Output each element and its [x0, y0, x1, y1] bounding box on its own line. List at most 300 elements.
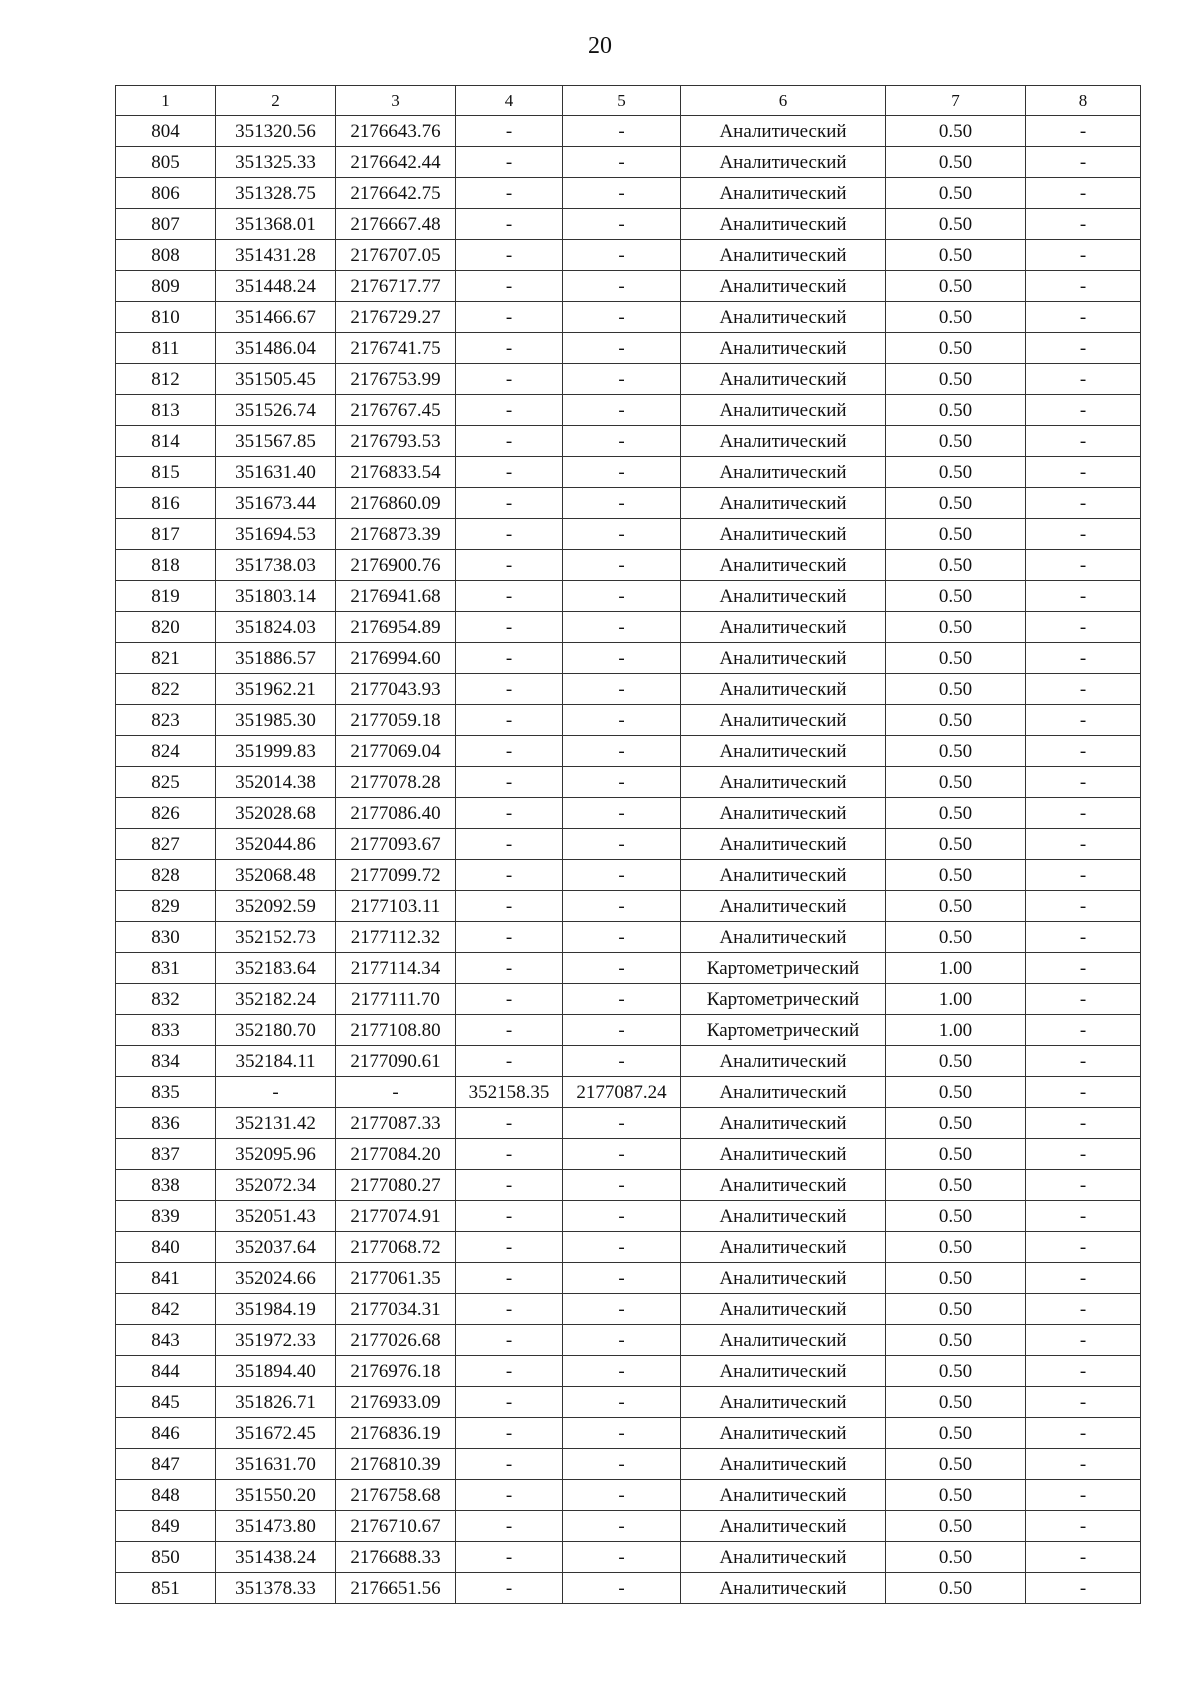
table-row — [116, 178, 1141, 209]
y-coordinate-cell: 2177059.18 — [336, 705, 456, 736]
new-x-coordinate-cell: - — [456, 302, 563, 333]
method-cell: Аналитический — [681, 1542, 886, 1573]
coordinates-table — [115, 85, 1141, 1604]
method-cell: Аналитический — [681, 1046, 886, 1077]
note-cell: - — [1026, 364, 1141, 395]
accuracy-cell: 0.50 — [886, 736, 1026, 767]
new-x-coordinate-cell: - — [456, 1387, 563, 1418]
y-coordinate-cell: 2177093.67 — [336, 829, 456, 860]
table-row — [116, 798, 1141, 829]
y-coordinate-cell: 2177087.33 — [336, 1108, 456, 1139]
method-cell: Аналитический — [681, 178, 886, 209]
note-cell: - — [1026, 1449, 1141, 1480]
y-coordinate-cell: 2176933.09 — [336, 1387, 456, 1418]
note-cell: - — [1026, 1263, 1141, 1294]
new-x-coordinate-cell: - — [456, 1139, 563, 1170]
table-body — [116, 116, 1141, 1604]
point-number-cell: 850 — [116, 1542, 216, 1573]
new-x-coordinate-cell: - — [456, 674, 563, 705]
table-row — [116, 643, 1141, 674]
note-cell: - — [1026, 209, 1141, 240]
note-cell: - — [1026, 1418, 1141, 1449]
table-row — [116, 395, 1141, 426]
x-coordinate-cell: 352182.24 — [216, 984, 336, 1015]
table-row — [116, 116, 1141, 147]
note-cell: - — [1026, 147, 1141, 178]
new-y-coordinate-cell: - — [563, 1108, 681, 1139]
x-coordinate-cell: 352092.59 — [216, 891, 336, 922]
new-x-coordinate-cell: - — [456, 550, 563, 581]
note-cell: - — [1026, 674, 1141, 705]
accuracy-cell: 0.50 — [886, 364, 1026, 395]
accuracy-cell: 0.50 — [886, 1077, 1026, 1108]
table-row — [116, 1418, 1141, 1449]
new-x-coordinate-cell: - — [456, 1511, 563, 1542]
new-y-coordinate-cell: - — [563, 457, 681, 488]
new-x-coordinate-cell: - — [456, 891, 563, 922]
new-x-coordinate-cell: - — [456, 209, 563, 240]
accuracy-cell: 0.50 — [886, 1418, 1026, 1449]
y-coordinate-cell: 2176873.39 — [336, 519, 456, 550]
accuracy-cell: 0.50 — [886, 488, 1026, 519]
note-cell: - — [1026, 116, 1141, 147]
accuracy-cell: 0.50 — [886, 1573, 1026, 1604]
point-number-cell: 841 — [116, 1263, 216, 1294]
point-number-cell: 842 — [116, 1294, 216, 1325]
point-number-cell: 835 — [116, 1077, 216, 1108]
accuracy-cell: 0.50 — [886, 1542, 1026, 1573]
x-coordinate-cell: 352028.68 — [216, 798, 336, 829]
note-cell: - — [1026, 953, 1141, 984]
y-coordinate-cell: 2176688.33 — [336, 1542, 456, 1573]
point-number-cell: 819 — [116, 581, 216, 612]
y-coordinate-cell: - — [336, 1077, 456, 1108]
note-cell: - — [1026, 1170, 1141, 1201]
table-row — [116, 1108, 1141, 1139]
note-cell: - — [1026, 1356, 1141, 1387]
table-row — [116, 1480, 1141, 1511]
table-row — [116, 860, 1141, 891]
new-x-coordinate-cell: - — [456, 240, 563, 271]
column-header: 2 — [216, 86, 336, 116]
table-row — [116, 1077, 1141, 1108]
method-cell: Аналитический — [681, 922, 886, 953]
point-number-cell: 837 — [116, 1139, 216, 1170]
table-row — [116, 240, 1141, 271]
x-coordinate-cell: 351694.53 — [216, 519, 336, 550]
method-cell: Аналитический — [681, 1387, 886, 1418]
note-cell: - — [1026, 581, 1141, 612]
new-x-coordinate-cell: - — [456, 767, 563, 798]
method-cell: Аналитический — [681, 798, 886, 829]
x-coordinate-cell: 351473.80 — [216, 1511, 336, 1542]
new-y-coordinate-cell: - — [563, 1542, 681, 1573]
table-row — [116, 457, 1141, 488]
note-cell: - — [1026, 1015, 1141, 1046]
new-x-coordinate-cell: - — [456, 116, 563, 147]
table-row — [116, 922, 1141, 953]
table-row — [116, 1046, 1141, 1077]
new-y-coordinate-cell: - — [563, 550, 681, 581]
point-number-cell: 829 — [116, 891, 216, 922]
table-row — [116, 550, 1141, 581]
new-x-coordinate-cell: - — [456, 643, 563, 674]
new-y-coordinate-cell: - — [563, 767, 681, 798]
accuracy-cell: 0.50 — [886, 457, 1026, 488]
x-coordinate-cell: 351738.03 — [216, 550, 336, 581]
new-y-coordinate-cell: - — [563, 829, 681, 860]
column-header: 4 — [456, 86, 563, 116]
point-number-cell: 847 — [116, 1449, 216, 1480]
accuracy-cell: 0.50 — [886, 1480, 1026, 1511]
point-number-cell: 823 — [116, 705, 216, 736]
x-coordinate-cell: 351962.21 — [216, 674, 336, 705]
method-cell: Аналитический — [681, 1449, 886, 1480]
y-coordinate-cell: 2176642.44 — [336, 147, 456, 178]
point-number-cell: 836 — [116, 1108, 216, 1139]
x-coordinate-cell: 351631.40 — [216, 457, 336, 488]
new-y-coordinate-cell: - — [563, 922, 681, 953]
accuracy-cell: 0.50 — [886, 1170, 1026, 1201]
table-row — [116, 147, 1141, 178]
new-y-coordinate-cell: - — [563, 1201, 681, 1232]
point-number-cell: 844 — [116, 1356, 216, 1387]
x-coordinate-cell: 351448.24 — [216, 271, 336, 302]
accuracy-cell: 0.50 — [886, 643, 1026, 674]
x-coordinate-cell: 351328.75 — [216, 178, 336, 209]
method-cell: Аналитический — [681, 240, 886, 271]
y-coordinate-cell: 2176833.54 — [336, 457, 456, 488]
table-row — [116, 1015, 1141, 1046]
accuracy-cell: 0.50 — [886, 860, 1026, 891]
point-number-cell: 806 — [116, 178, 216, 209]
point-number-cell: 839 — [116, 1201, 216, 1232]
accuracy-cell: 0.50 — [886, 1511, 1026, 1542]
column-header: 5 — [563, 86, 681, 116]
table-row — [116, 1232, 1141, 1263]
new-x-coordinate-cell: 352158.35 — [456, 1077, 563, 1108]
y-coordinate-cell: 2176667.48 — [336, 209, 456, 240]
table-row — [116, 1511, 1141, 1542]
y-coordinate-cell: 2176793.53 — [336, 426, 456, 457]
y-coordinate-cell: 2176710.67 — [336, 1511, 456, 1542]
point-number-cell: 816 — [116, 488, 216, 519]
point-number-cell: 817 — [116, 519, 216, 550]
y-coordinate-cell: 2176753.99 — [336, 364, 456, 395]
x-coordinate-cell: 351431.28 — [216, 240, 336, 271]
method-cell: Аналитический — [681, 1294, 886, 1325]
method-cell: Аналитический — [681, 1511, 886, 1542]
note-cell: - — [1026, 519, 1141, 550]
note-cell: - — [1026, 1139, 1141, 1170]
table-row — [116, 364, 1141, 395]
point-number-cell: 828 — [116, 860, 216, 891]
point-number-cell: 804 — [116, 116, 216, 147]
table-row — [116, 1201, 1141, 1232]
x-coordinate-cell: 351803.14 — [216, 581, 336, 612]
accuracy-cell: 0.50 — [886, 891, 1026, 922]
y-coordinate-cell: 2177061.35 — [336, 1263, 456, 1294]
new-y-coordinate-cell: - — [563, 1294, 681, 1325]
point-number-cell: 846 — [116, 1418, 216, 1449]
new-x-coordinate-cell: - — [456, 1449, 563, 1480]
new-y-coordinate-cell: - — [563, 1170, 681, 1201]
note-cell: - — [1026, 829, 1141, 860]
note-cell: - — [1026, 1325, 1141, 1356]
new-y-coordinate-cell: - — [563, 240, 681, 271]
new-x-coordinate-cell: - — [456, 1542, 563, 1573]
point-number-cell: 810 — [116, 302, 216, 333]
accuracy-cell: 0.50 — [886, 1356, 1026, 1387]
new-x-coordinate-cell: - — [456, 581, 563, 612]
table-row — [116, 302, 1141, 333]
method-cell: Аналитический — [681, 488, 886, 519]
method-cell: Аналитический — [681, 736, 886, 767]
accuracy-cell: 0.50 — [886, 395, 1026, 426]
accuracy-cell: 0.50 — [886, 1387, 1026, 1418]
note-cell: - — [1026, 1046, 1141, 1077]
table-header-row — [116, 86, 1141, 116]
method-cell: Аналитический — [681, 147, 886, 178]
method-cell: Аналитический — [681, 1480, 886, 1511]
new-y-coordinate-cell: - — [563, 612, 681, 643]
y-coordinate-cell: 2177114.34 — [336, 953, 456, 984]
method-cell: Аналитический — [681, 426, 886, 457]
x-coordinate-cell: 351894.40 — [216, 1356, 336, 1387]
accuracy-cell: 0.50 — [886, 767, 1026, 798]
method-cell: Аналитический — [681, 395, 886, 426]
y-coordinate-cell: 2176643.76 — [336, 116, 456, 147]
table-row — [116, 426, 1141, 457]
y-coordinate-cell: 2177069.04 — [336, 736, 456, 767]
x-coordinate-cell: 351567.85 — [216, 426, 336, 457]
accuracy-cell: 0.50 — [886, 333, 1026, 364]
note-cell: - — [1026, 891, 1141, 922]
new-y-coordinate-cell: - — [563, 1015, 681, 1046]
column-header: 1 — [116, 86, 216, 116]
x-coordinate-cell: 351999.83 — [216, 736, 336, 767]
method-cell: Аналитический — [681, 1356, 886, 1387]
note-cell: - — [1026, 1511, 1141, 1542]
new-x-coordinate-cell: - — [456, 1480, 563, 1511]
point-number-cell: 809 — [116, 271, 216, 302]
method-cell: Картометрический — [681, 1015, 886, 1046]
new-x-coordinate-cell: - — [456, 1232, 563, 1263]
accuracy-cell: 0.50 — [886, 209, 1026, 240]
table-row — [116, 519, 1141, 550]
accuracy-cell: 0.50 — [886, 612, 1026, 643]
table-row — [116, 984, 1141, 1015]
y-coordinate-cell: 2176810.39 — [336, 1449, 456, 1480]
y-coordinate-cell: 2177074.91 — [336, 1201, 456, 1232]
accuracy-cell: 1.00 — [886, 984, 1026, 1015]
note-cell: - — [1026, 1232, 1141, 1263]
table-row — [116, 488, 1141, 519]
method-cell: Аналитический — [681, 550, 886, 581]
x-coordinate-cell: 352037.64 — [216, 1232, 336, 1263]
x-coordinate-cell: 351631.70 — [216, 1449, 336, 1480]
new-y-coordinate-cell: - — [563, 1356, 681, 1387]
y-coordinate-cell: 2177034.31 — [336, 1294, 456, 1325]
table-row — [116, 333, 1141, 364]
x-coordinate-cell: 352152.73 — [216, 922, 336, 953]
method-cell: Картометрический — [681, 953, 886, 984]
x-coordinate-cell: 351985.30 — [216, 705, 336, 736]
point-number-cell: 840 — [116, 1232, 216, 1263]
new-x-coordinate-cell: - — [456, 178, 563, 209]
y-coordinate-cell: 2177112.32 — [336, 922, 456, 953]
note-cell: - — [1026, 302, 1141, 333]
y-coordinate-cell: 2177078.28 — [336, 767, 456, 798]
table-row — [116, 1325, 1141, 1356]
y-coordinate-cell: 2176976.18 — [336, 1356, 456, 1387]
method-cell: Аналитический — [681, 1573, 886, 1604]
new-x-coordinate-cell: - — [456, 1046, 563, 1077]
new-y-coordinate-cell: - — [563, 1480, 681, 1511]
note-cell: - — [1026, 1294, 1141, 1325]
table-row — [116, 736, 1141, 767]
note-cell: - — [1026, 1201, 1141, 1232]
table-row — [116, 1356, 1141, 1387]
x-coordinate-cell: 351368.01 — [216, 209, 336, 240]
new-x-coordinate-cell: - — [456, 736, 563, 767]
table-row — [116, 767, 1141, 798]
point-number-cell: 825 — [116, 767, 216, 798]
point-number-cell: 826 — [116, 798, 216, 829]
y-coordinate-cell: 2176836.19 — [336, 1418, 456, 1449]
table-row — [116, 953, 1141, 984]
point-number-cell: 830 — [116, 922, 216, 953]
x-coordinate-cell: 352024.66 — [216, 1263, 336, 1294]
table-row — [116, 209, 1141, 240]
accuracy-cell: 0.50 — [886, 1449, 1026, 1480]
accuracy-cell: 0.50 — [886, 1294, 1026, 1325]
note-cell: - — [1026, 178, 1141, 209]
note-cell: - — [1026, 1480, 1141, 1511]
method-cell: Картометрический — [681, 984, 886, 1015]
method-cell: Аналитический — [681, 1418, 886, 1449]
point-number-cell: 848 — [116, 1480, 216, 1511]
new-x-coordinate-cell: - — [456, 333, 563, 364]
point-number-cell: 805 — [116, 147, 216, 178]
x-coordinate-cell: 351438.24 — [216, 1542, 336, 1573]
new-y-coordinate-cell: - — [563, 395, 681, 426]
x-coordinate-cell: 352051.43 — [216, 1201, 336, 1232]
new-y-coordinate-cell: - — [563, 1418, 681, 1449]
point-number-cell: 832 — [116, 984, 216, 1015]
new-x-coordinate-cell: - — [456, 1573, 563, 1604]
method-cell: Аналитический — [681, 116, 886, 147]
table-row — [116, 581, 1141, 612]
accuracy-cell: 0.50 — [886, 271, 1026, 302]
y-coordinate-cell: 2176707.05 — [336, 240, 456, 271]
note-cell: - — [1026, 736, 1141, 767]
new-y-coordinate-cell: - — [563, 271, 681, 302]
x-coordinate-cell: 351672.45 — [216, 1418, 336, 1449]
new-x-coordinate-cell: - — [456, 519, 563, 550]
point-number-cell: 808 — [116, 240, 216, 271]
table-row — [116, 612, 1141, 643]
y-coordinate-cell: 2176642.75 — [336, 178, 456, 209]
note-cell: - — [1026, 550, 1141, 581]
y-coordinate-cell: 2176729.27 — [336, 302, 456, 333]
table-row — [116, 1542, 1141, 1573]
x-coordinate-cell: 351886.57 — [216, 643, 336, 674]
accuracy-cell: 0.50 — [886, 1046, 1026, 1077]
note-cell: - — [1026, 395, 1141, 426]
note-cell: - — [1026, 426, 1141, 457]
new-y-coordinate-cell: - — [563, 984, 681, 1015]
table-row — [116, 1263, 1141, 1294]
new-x-coordinate-cell: - — [456, 395, 563, 426]
new-y-coordinate-cell: - — [563, 581, 681, 612]
method-cell: Аналитический — [681, 364, 886, 395]
method-cell: Аналитический — [681, 1263, 886, 1294]
note-cell: - — [1026, 271, 1141, 302]
new-y-coordinate-cell: - — [563, 1387, 681, 1418]
accuracy-cell: 0.50 — [886, 1263, 1026, 1294]
note-cell: - — [1026, 1542, 1141, 1573]
accuracy-cell: 0.50 — [886, 147, 1026, 178]
new-y-coordinate-cell: - — [563, 798, 681, 829]
new-y-coordinate-cell: - — [563, 1232, 681, 1263]
y-coordinate-cell: 2177108.80 — [336, 1015, 456, 1046]
note-cell: - — [1026, 1573, 1141, 1604]
new-x-coordinate-cell: - — [456, 1325, 563, 1356]
new-x-coordinate-cell: - — [456, 953, 563, 984]
y-coordinate-cell: 2177026.68 — [336, 1325, 456, 1356]
x-coordinate-cell: 351505.45 — [216, 364, 336, 395]
point-number-cell: 807 — [116, 209, 216, 240]
new-x-coordinate-cell: - — [456, 705, 563, 736]
new-y-coordinate-cell: - — [563, 426, 681, 457]
new-y-coordinate-cell: - — [563, 1139, 681, 1170]
column-header: 7 — [886, 86, 1026, 116]
new-x-coordinate-cell: - — [456, 1356, 563, 1387]
y-coordinate-cell: 2177043.93 — [336, 674, 456, 705]
x-coordinate-cell: 352180.70 — [216, 1015, 336, 1046]
method-cell: Аналитический — [681, 1170, 886, 1201]
table-row — [116, 829, 1141, 860]
method-cell: Аналитический — [681, 1077, 886, 1108]
new-y-coordinate-cell: - — [563, 643, 681, 674]
method-cell: Аналитический — [681, 1232, 886, 1263]
note-cell: - — [1026, 798, 1141, 829]
note-cell: - — [1026, 643, 1141, 674]
new-y-coordinate-cell: - — [563, 1046, 681, 1077]
x-coordinate-cell: 351320.56 — [216, 116, 336, 147]
x-coordinate-cell: 351526.74 — [216, 395, 336, 426]
accuracy-cell: 0.50 — [886, 426, 1026, 457]
x-coordinate-cell: 351486.04 — [216, 333, 336, 364]
new-x-coordinate-cell: - — [456, 271, 563, 302]
method-cell: Аналитический — [681, 767, 886, 798]
note-cell: - — [1026, 457, 1141, 488]
note-cell: - — [1026, 612, 1141, 643]
y-coordinate-cell: 2177090.61 — [336, 1046, 456, 1077]
new-y-coordinate-cell: - — [563, 302, 681, 333]
y-coordinate-cell: 2176741.75 — [336, 333, 456, 364]
point-number-cell: 833 — [116, 1015, 216, 1046]
new-x-coordinate-cell: - — [456, 1108, 563, 1139]
new-x-coordinate-cell: - — [456, 364, 563, 395]
note-cell: - — [1026, 860, 1141, 891]
y-coordinate-cell: 2176767.45 — [336, 395, 456, 426]
y-coordinate-cell: 2177068.72 — [336, 1232, 456, 1263]
note-cell: - — [1026, 1077, 1141, 1108]
method-cell: Аналитический — [681, 457, 886, 488]
x-coordinate-cell: 352131.42 — [216, 1108, 336, 1139]
